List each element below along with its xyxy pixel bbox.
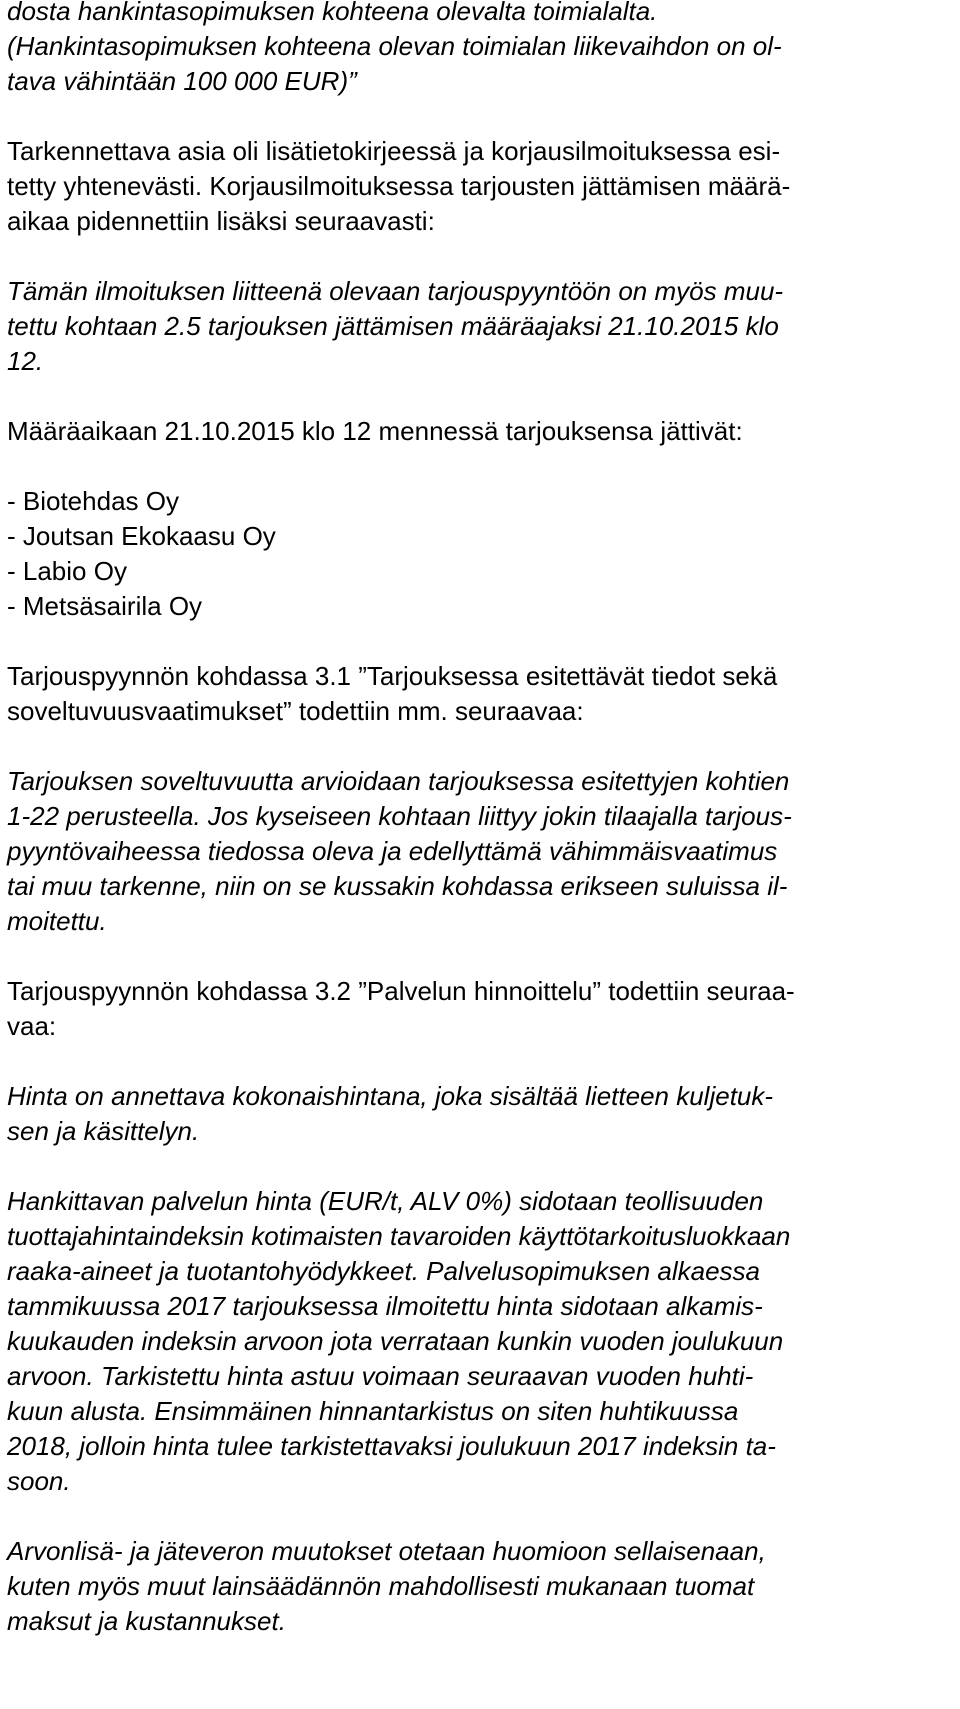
text-line: Hankittavan palvelun hinta (EUR/t, ALV 0%) sidotaan teollisuuden: [7, 1186, 764, 1216]
text-line: Tarkennettava asia oli lisätietokirjeessä ja korjausilmoituksessa esi-: [7, 136, 781, 166]
text-line: kuukauden indeksin arvoon jota verrataan kunkin vuoden joulukuun: [7, 1326, 784, 1356]
text-line: Hinta on annettava kokonaishintana, joka sisältää lietteen kuljetuk-: [7, 1081, 774, 1111]
list-item: - Biotehdas Oy: [7, 486, 179, 516]
text-line: soveltuvuusvaatimukset” todettiin mm. seuraavaa:: [7, 696, 584, 726]
text-line: sen ja käsittelyn.: [7, 1116, 200, 1146]
text-line: kuun alusta. Ensimmäinen hinnantarkistus on siten huhtikuussa: [7, 1396, 739, 1426]
text-line: soon.: [7, 1466, 71, 1496]
text-line: 2018, jolloin hinta tulee tarkistettavaksi joulukuun 2017 indeksin ta-: [7, 1431, 776, 1461]
text-line: Tarjouksen soveltuvuutta arvioidaan tarjouksessa esitettyjen kohtien: [7, 766, 790, 796]
text-line: pyyntövaiheessa tiedossa oleva ja edellyttämä vähimmäisvaatimus: [7, 836, 778, 866]
list-item: - Labio Oy: [7, 556, 127, 586]
list-item: - Metsäsairila Oy: [7, 591, 203, 621]
text-line: (Hankintasopimuksen kohteena olevan toimialan liikevaihdon on ol-: [7, 31, 782, 61]
text-line: dosta hankintasopimuksen kohteena olevalta toimialalta.: [7, 0, 658, 26]
text-line: Tämän ilmoituksen liitteenä olevaan tarjouspyyntöön on myös muu-: [7, 276, 784, 306]
text-line: aikaa pidennettiin lisäksi seuraavasti:: [7, 206, 435, 236]
text-line: 1-22 perusteella. Jos kyseiseen kohtaan liittyy jokin tilaajalla tarjous-: [7, 801, 792, 831]
text-line: Arvonlisä- ja jäteveron muutokset otetaan huomioon sellaisenaan,: [7, 1536, 766, 1566]
list-item: - Joutsan Ekokaasu Oy: [7, 521, 276, 551]
text-line: Tarjouspyynnön kohdassa 3.1 ”Tarjouksessa esitettävät tiedot sekä: [7, 661, 778, 691]
text-line: tetty yhtenevästi. Korjausilmoituksessa tarjousten jättämisen määrä-: [7, 171, 791, 201]
text-line: raaka-aineet ja tuotantohyödykkeet. Palvelusopimuksen alkaessa: [7, 1256, 761, 1286]
text-line: tai muu tarkenne, niin on se kussakin kohdassa erikseen suluissa il-: [7, 871, 788, 901]
text-line: moitettu.: [7, 906, 107, 936]
text-line: arvoon. Tarkistettu hinta astuu voimaan seuraavan vuoden huhti-: [7, 1361, 754, 1391]
text-line: Tarjouspyynnön kohdassa 3.2 ”Palvelun hinnoittelu” todettiin seuraa-: [7, 976, 795, 1006]
text-line: Määräaikaan 21.10.2015 klo 12 mennessä tarjouksensa jättivät:: [7, 416, 743, 446]
text-line: vaa:: [7, 1011, 57, 1041]
text-line: 12.: [7, 346, 44, 376]
text-line: kuten myös muut lainsäädännön mahdollisesti mukanaan tuomat: [7, 1571, 755, 1601]
text-line: tuottajahintaindeksin kotimaisten tavaroiden käyttötarkoitusluokkaan: [7, 1221, 791, 1251]
text-line: maksut ja kustannukset.: [7, 1606, 286, 1636]
text-line: tava vähintään 100 000 EUR)”: [7, 66, 357, 96]
text-line: tettu kohtaan 2.5 tarjouksen jättämisen määräajaksi 21.10.2015 klo: [7, 311, 779, 341]
text-line: tammikuussa 2017 tarjouksessa ilmoitettu hinta sidotaan alkamis-: [7, 1291, 763, 1321]
